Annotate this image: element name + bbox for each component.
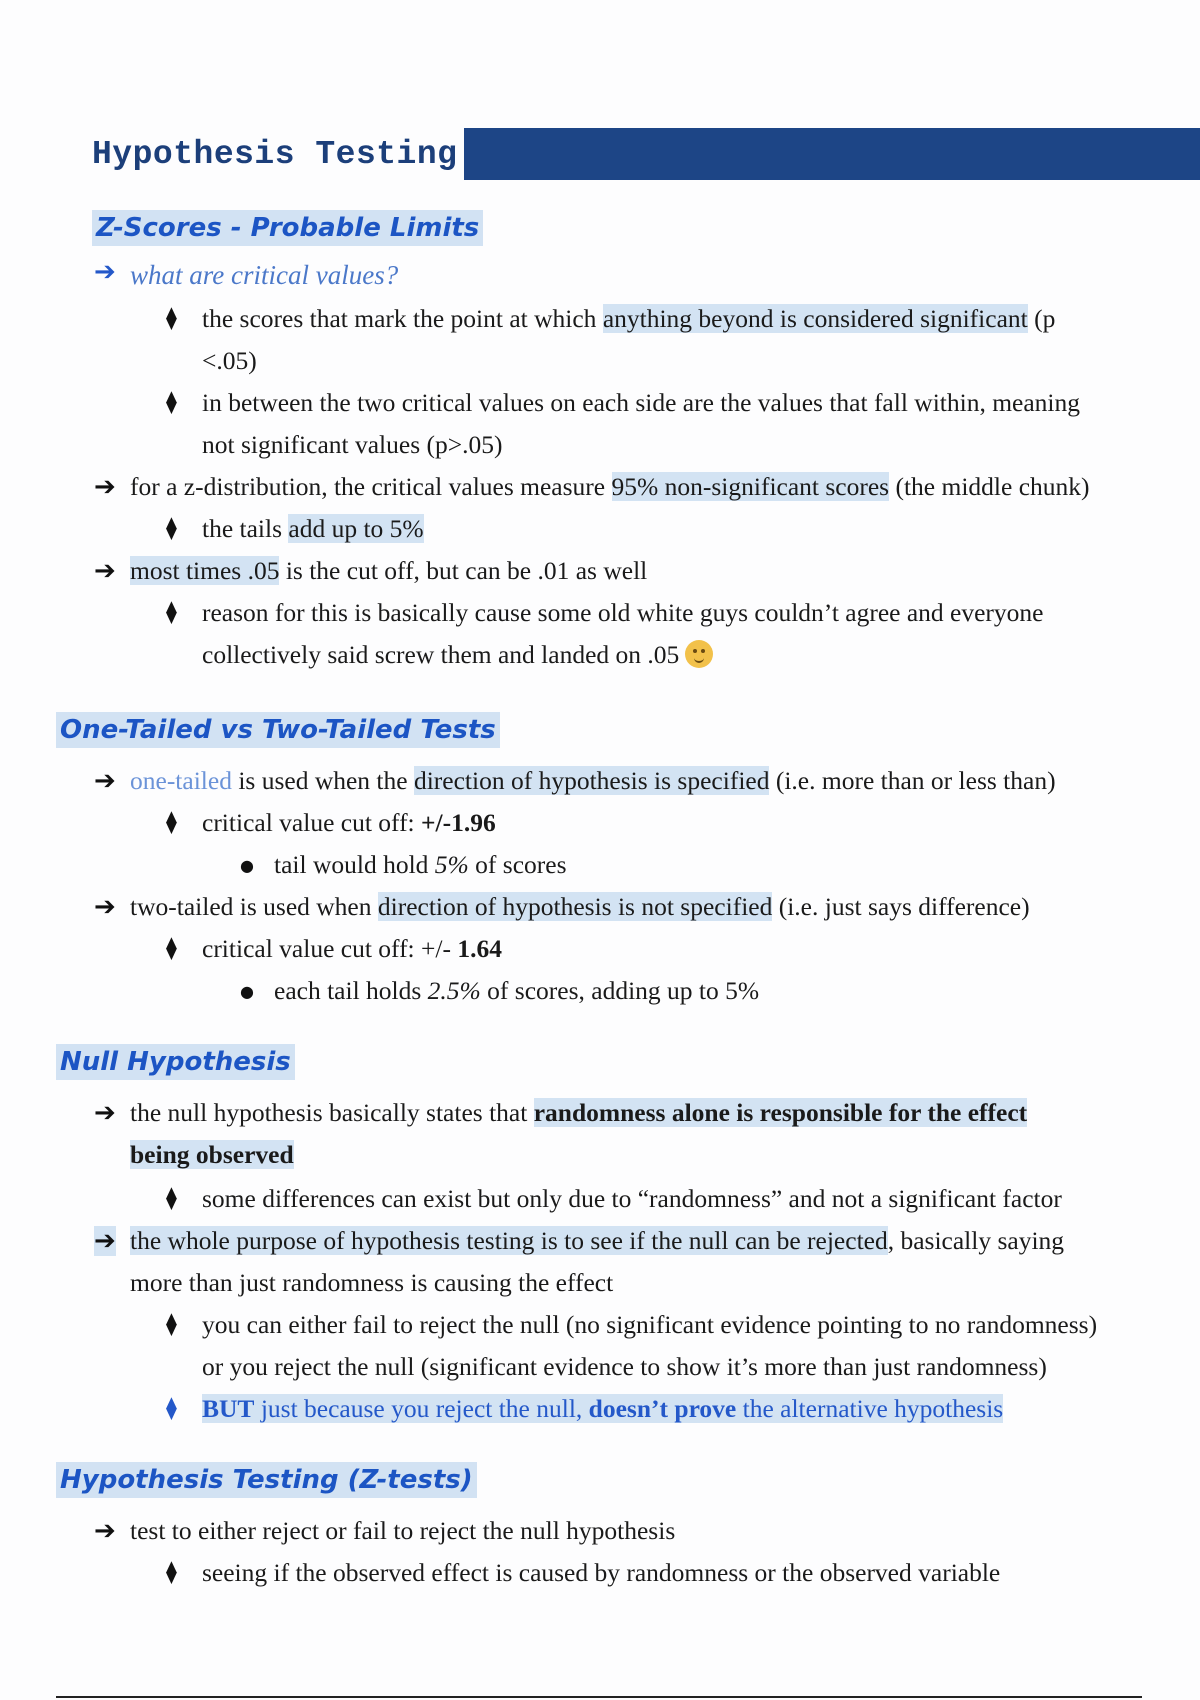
arrow-icon: ➔ <box>94 1098 116 1128</box>
arrow-icon: ➔ <box>94 257 116 287</box>
page-title: Hypothesis Testing <box>92 135 458 173</box>
dot-bullet-icon: ● <box>240 856 254 875</box>
text-line: two-tailed is used when direction of hypothesis is not specified (i.e. just says difference) <box>130 892 1030 921</box>
diamond-bullet-icon: ⧫ <box>166 1396 177 1421</box>
text-line: the null hypothesis basically states that randomness alone is responsible for the effect <box>130 1098 1028 1127</box>
arrow-icon: ➔ <box>94 766 116 796</box>
dot-bullet-icon: ● <box>240 982 254 1001</box>
text-line: <.05) <box>202 346 257 375</box>
text-line: the scores that mark the point at which anything beyond is considered significant (p <box>202 304 1056 333</box>
text-line: collectively said screw them and landed on .05 <box>202 634 713 676</box>
text-line: tail would hold 5% of scores <box>274 850 567 879</box>
diamond-bullet-icon: ⧫ <box>166 1560 177 1585</box>
diamond-bullet-icon: ⧫ <box>166 1312 177 1337</box>
section-heading-zscores: Z-Scores - Probable Limits <box>92 210 483 246</box>
text-line: the tails add up to 5% <box>202 514 424 543</box>
diamond-bullet-icon: ⧫ <box>166 600 177 625</box>
footer-divider <box>56 1696 1142 1698</box>
text-line: being observed <box>130 1140 294 1169</box>
diamond-bullet-icon: ⧫ <box>166 390 177 415</box>
arrow-icon: ➔ <box>94 1226 116 1256</box>
text-line: critical value cut off: +/- 1.64 <box>202 934 502 963</box>
text-line: each tail holds 2.5% of scores, adding up to 5% <box>274 976 760 1005</box>
text-line: critical value cut off: +/-1.96 <box>202 808 496 837</box>
text-line: more than just randomness is causing the effect <box>130 1268 614 1297</box>
section-heading-ztests: Hypothesis Testing (Z-tests) <box>56 1462 477 1498</box>
text-line: test to either reject or fail to reject the null hypothesis <box>130 1516 676 1545</box>
text-line: for a z-distribution, the critical values measure 95% non-significant scores (the middle chunk) <box>130 472 1090 501</box>
text-line: seeing if the observed effect is caused by randomness or the observed variable <box>202 1558 1001 1587</box>
text-line: the whole purpose of hypothesis testing is to see if the null can be rejected, basically saying <box>130 1226 1065 1255</box>
arrow-icon: ➔ <box>94 556 116 586</box>
diamond-bullet-icon: ⧫ <box>166 936 177 961</box>
diamond-bullet-icon: ⧫ <box>166 810 177 835</box>
grimace-emoji-icon <box>685 640 713 668</box>
diamond-bullet-icon: ⧫ <box>166 1186 177 1211</box>
text-line: some differences can exist but only due to “randomness” and not a significant factor <box>202 1184 1062 1213</box>
text-line: reason for this is basically cause some old white guys couldn’t agree and everyone <box>202 598 1044 627</box>
text-line: not significant values (p>.05) <box>202 430 503 459</box>
text-line: or you reject the null (significant evidence to show it’s more than just randomness) <box>202 1352 1047 1381</box>
text-line: one-tailed is used when the direction of hypothesis is specified (i.e. more than or less than) <box>130 766 1056 795</box>
question-line: what are critical values? <box>130 260 399 290</box>
section-heading-tails: One-Tailed vs Two-Tailed Tests <box>56 712 500 748</box>
text-line: you can either fail to reject the null (no significant evidence pointing to no randomness) <box>202 1310 1098 1339</box>
section-heading-null: Null Hypothesis <box>56 1044 295 1080</box>
title-bar <box>464 128 1200 180</box>
arrow-icon: ➔ <box>94 1516 116 1546</box>
text-line: in between the two critical values on each side are the values that fall within, meaning <box>202 388 1081 417</box>
title-row <box>92 128 1200 180</box>
diamond-bullet-icon: ⧫ <box>166 306 177 331</box>
arrow-icon: ➔ <box>94 892 116 922</box>
arrow-icon: ➔ <box>94 472 116 502</box>
diamond-bullet-icon: ⧫ <box>166 516 177 541</box>
text-line: most times .05 is the cut off, but can be .01 as well <box>130 556 648 585</box>
text-line: BUT just because you reject the null, doesn’t prove the alternative hypothesis <box>202 1394 1004 1423</box>
